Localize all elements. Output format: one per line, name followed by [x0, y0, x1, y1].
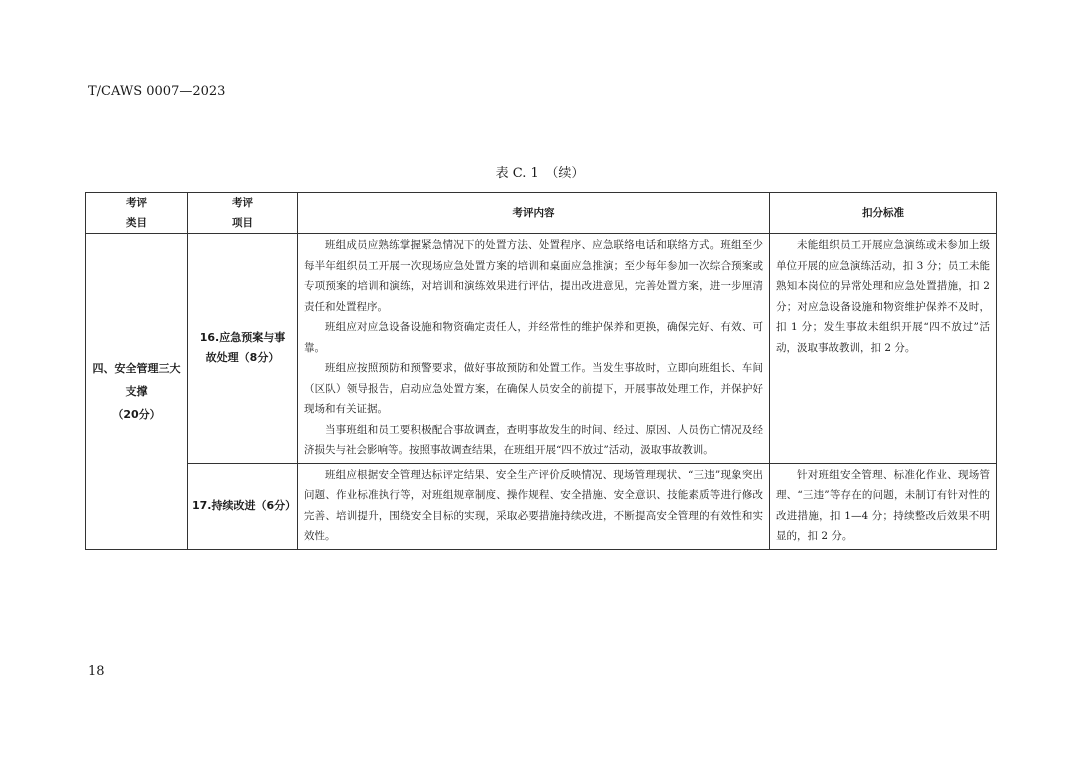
deduction-text: 针对班组安全管理、标准化作业、现场管理、“三违”等存在的问题，未制订有针对性的改进措施，扣 1—4 分；持续整改后效果不明显的，扣 2 分。 [776, 468, 990, 542]
content-paragraph: 班组成员应熟练掌握紧急情况下的处置方法、处置程序、应急联络电话和联络方式。班组至少每半年组织员工开展一次现场应急处置方案的培训和桌面应急推演；至少每年参加一次综合预案或专项预案的培训和演练，对培训和演练效果进行评估，提出改进意见，完善处置方案，进一步厘清责任和处置程序。 [304, 239, 763, 313]
content-cell [298, 234, 770, 464]
category-header-line1: 考评 [126, 197, 147, 209]
item-header [188, 193, 298, 234]
table-title: 表 C. 1 （续） [495, 166, 585, 181]
item-line2: 故处理（8分） [205, 351, 280, 365]
document-code: T/CAWS 0007—2023 [88, 84, 226, 99]
item-header-line2: 项目 [232, 217, 253, 229]
category-header-line2: 类目 [126, 217, 147, 229]
category-header [86, 193, 188, 234]
content-header: 考评内容 [298, 193, 770, 234]
item-line1: 16.应急预案与事 [199, 331, 286, 345]
category-line1: 四、安全管理三大 [92, 361, 181, 375]
table-header-row [86, 193, 997, 234]
content-paragraph: 班组应按照预防和预警要求，做好事故预防和处置工作。当发生事故时，立即向班组长、车间（区队）领导报告，启动应急处置方案，在确保人员安全的前提下，开展事故处理工作，并保护好现场和有关证据。 [304, 362, 763, 415]
deduction-cell [770, 463, 997, 549]
deduction-text: 未能组织员工开展应急演练或未参加上级单位开展的应急演练活动，扣 3 分；员工未能熟知本岗位的异常处理和应急处置措施，扣 2 分；对应急设备设施和物资维护保养不及时，扣 1 分；发生事故未组织开展“四不放过”活动，汲取事故教训，扣 2 分。 [776, 239, 990, 354]
page-number: 18 [88, 664, 105, 679]
content-paragraph: 当事班组和员工要积极配合事故调查，查明事故发生的时间、经过、原因、人员伤亡情况及经济损失与社会影响等。按照事故调查结果，在班组开展“四不放过”活动，汲取事故教训。 [304, 423, 763, 456]
category-cell [86, 234, 188, 550]
item-header-line1: 考评 [232, 197, 253, 209]
category-line2: 支撑 [125, 384, 148, 398]
table-row [86, 234, 997, 464]
item-cell [188, 234, 298, 464]
table-row [86, 463, 997, 549]
evaluation-table [85, 192, 997, 550]
content-cell [298, 463, 770, 549]
item-cell: 17.持续改进（6分） [188, 463, 298, 549]
content-paragraph: 班组应根据安全管理达标评定结果、安全生产评价反映情况、现场管理现状、“三违”现象突出问题、作业标准执行等，对班组规章制度、操作规程、安全措施、安全意识、技能素质等进行修改完善、培训提升，围绕安全目标的实现，采取必要措施持续改进，不断提高安全管理的有效性和实效性。 [304, 468, 763, 542]
category-line3: （20分） [112, 407, 161, 421]
deduction-header: 扣分标准 [770, 193, 997, 234]
deduction-cell [770, 234, 997, 464]
content-paragraph: 班组应对应急设备设施和物资确定责任人，并经常性的维护保养和更换，确保完好、有效、可靠。 [304, 321, 763, 354]
